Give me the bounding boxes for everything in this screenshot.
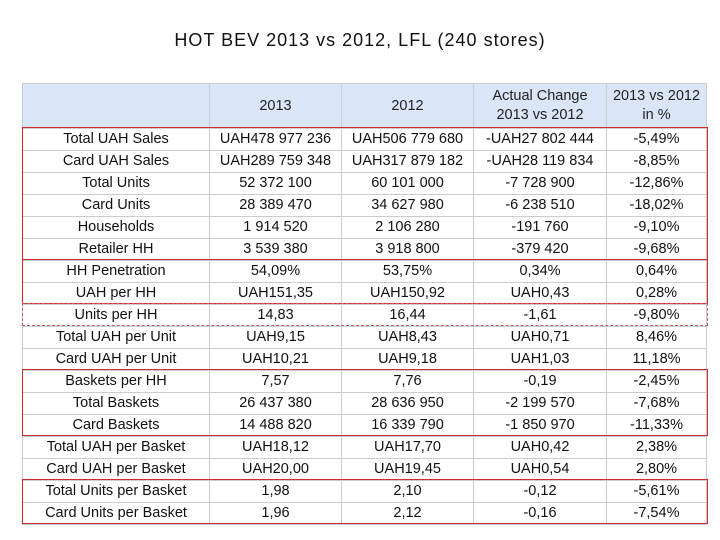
- table-cell: -1,61: [474, 305, 607, 327]
- table-row: [23, 261, 707, 283]
- table-row: [23, 151, 707, 173]
- table-cell: UAH20,00: [210, 459, 342, 481]
- table-row: [23, 305, 707, 327]
- row-label: Baskets per HH: [23, 371, 210, 393]
- table-cell: UAH289 759 348: [210, 151, 342, 173]
- table-cell: 14,83: [210, 305, 342, 327]
- table-row: [23, 129, 707, 151]
- table-cell: UAH0,42: [474, 437, 607, 459]
- column-header: [474, 84, 607, 129]
- row-label: Card UAH per Basket: [23, 459, 210, 481]
- table-cell: UAH1,03: [474, 349, 607, 371]
- row-label: Total UAH Sales: [23, 129, 210, 151]
- column-header-line: in %: [642, 107, 671, 123]
- column-header-line: 2012: [391, 97, 424, 114]
- comparison-table: [22, 83, 707, 525]
- header-corner: [23, 84, 210, 129]
- table-cell: -5,61%: [607, 481, 707, 503]
- table-cell: 52 372 100: [210, 173, 342, 195]
- row-label: Households: [23, 217, 210, 239]
- table-cell: 53,75%: [342, 261, 474, 283]
- table-cell: 26 437 380: [210, 393, 342, 415]
- table-cell: -11,33%: [607, 415, 707, 437]
- table-cell: UAH9,15: [210, 327, 342, 349]
- table-cell: UAH0,71: [474, 327, 607, 349]
- table-cell: UAH0,54: [474, 459, 607, 481]
- table-cell: -1 850 970: [474, 415, 607, 437]
- table-cell: -7,68%: [607, 393, 707, 415]
- table-cell: -0,12: [474, 481, 607, 503]
- table-cell: UAH0,43: [474, 283, 607, 305]
- table-cell: UAH151,35: [210, 283, 342, 305]
- row-label: Total UAH per Basket: [23, 437, 210, 459]
- row-label: UAH per HH: [23, 283, 210, 305]
- table-cell: 2,38%: [607, 437, 707, 459]
- table-cell: -UAH28 119 834: [474, 151, 607, 173]
- table-cell: -8,85%: [607, 151, 707, 173]
- table-cell: 28 636 950: [342, 393, 474, 415]
- table-cell: -7 728 900: [474, 173, 607, 195]
- row-label: Total Baskets: [23, 393, 210, 415]
- table-row: [23, 393, 707, 415]
- table-row: [23, 173, 707, 195]
- row-label: Card UAH Sales: [23, 151, 210, 173]
- table-row: [23, 415, 707, 437]
- table-cell: UAH8,43: [342, 327, 474, 349]
- table-cell: UAH10,21: [210, 349, 342, 371]
- column-header-line: Actual Change: [492, 88, 588, 104]
- table-cell: -5,49%: [607, 129, 707, 151]
- table-cell: 2,10: [342, 481, 474, 503]
- table-row: [23, 283, 707, 305]
- table-cell: UAH17,70: [342, 437, 474, 459]
- table-row: [23, 371, 707, 393]
- table-cell: 0,34%: [474, 261, 607, 283]
- row-label: Units per HH: [23, 305, 210, 327]
- table-row: [23, 503, 707, 525]
- row-label: HH Penetration: [23, 261, 210, 283]
- table-cell: UAH18,12: [210, 437, 342, 459]
- row-label: Total Units per Basket: [23, 481, 210, 503]
- table-cell: 1,98: [210, 481, 342, 503]
- table-cell: 60 101 000: [342, 173, 474, 195]
- table-cell: 11,18%: [607, 349, 707, 371]
- row-label: Total UAH per Unit: [23, 327, 210, 349]
- page-title: HOT BEV 2013 vs 2012, LFL (240 stores): [174, 30, 546, 50]
- table-cell: 1 914 520: [210, 217, 342, 239]
- table-cell: -9,68%: [607, 239, 707, 261]
- table-cell: -191 760: [474, 217, 607, 239]
- column-header: [210, 84, 342, 129]
- table-cell: -7,54%: [607, 503, 707, 525]
- table-cell: 7,57: [210, 371, 342, 393]
- column-header: [607, 84, 707, 129]
- table-cell: 7,76: [342, 371, 474, 393]
- table-cell: UAH506 779 680: [342, 129, 474, 151]
- table-cell: 8,46%: [607, 327, 707, 349]
- column-header-line: 2013: [259, 97, 292, 114]
- table-cell: 2,12: [342, 503, 474, 525]
- table-cell: -6 238 510: [474, 195, 607, 217]
- table-row: [23, 437, 707, 459]
- table-row: [23, 327, 707, 349]
- table-cell: -UAH27 802 444: [474, 129, 607, 151]
- table-row: [23, 349, 707, 371]
- table-cell: 0,64%: [607, 261, 707, 283]
- table-cell: 2,80%: [607, 459, 707, 481]
- header-row: [23, 84, 707, 129]
- table-cell: 34 627 980: [342, 195, 474, 217]
- table-cell: UAH317 879 182: [342, 151, 474, 173]
- table-row: [23, 239, 707, 261]
- table-cell: 54,09%: [210, 261, 342, 283]
- row-label: Card Units: [23, 195, 210, 217]
- table-cell: 16,44: [342, 305, 474, 327]
- table-cell: 0,28%: [607, 283, 707, 305]
- table-cell: -9,10%: [607, 217, 707, 239]
- column-header: [342, 84, 474, 129]
- table-row: [23, 217, 707, 239]
- table-cell: -0,19: [474, 371, 607, 393]
- table-cell: -2,45%: [607, 371, 707, 393]
- table-cell: -0,16: [474, 503, 607, 525]
- row-label: Retailer HH: [23, 239, 210, 261]
- table-body: [23, 129, 707, 525]
- column-header-line: 2013 vs 2012: [496, 107, 584, 123]
- table-cell: 3 918 800: [342, 239, 474, 261]
- table-cell: UAH478 977 236: [210, 129, 342, 151]
- table-cell: 28 389 470: [210, 195, 342, 217]
- table-cell: -18,02%: [607, 195, 707, 217]
- table-cell: 3 539 380: [210, 239, 342, 261]
- table-cell: UAH150,92: [342, 283, 474, 305]
- row-label: Card UAH per Unit: [23, 349, 210, 371]
- table-cell: -12,86%: [607, 173, 707, 195]
- table-cell: 14 488 820: [210, 415, 342, 437]
- table-cell: -379 420: [474, 239, 607, 261]
- table-cell: UAH9,18: [342, 349, 474, 371]
- row-label: Card Baskets: [23, 415, 210, 437]
- row-label: Total Units: [23, 173, 210, 195]
- table-cell: -9,80%: [607, 305, 707, 327]
- table-row: [23, 459, 707, 481]
- table-cell: 1,96: [210, 503, 342, 525]
- table-cell: UAH19,45: [342, 459, 474, 481]
- table-cell: 2 106 280: [342, 217, 474, 239]
- table-cell: 16 339 790: [342, 415, 474, 437]
- table-row: [23, 195, 707, 217]
- row-label: Card Units per Basket: [23, 503, 210, 525]
- table-row: [23, 481, 707, 503]
- table-cell: -2 199 570: [474, 393, 607, 415]
- column-header-line: 2013 vs 2012: [612, 88, 701, 104]
